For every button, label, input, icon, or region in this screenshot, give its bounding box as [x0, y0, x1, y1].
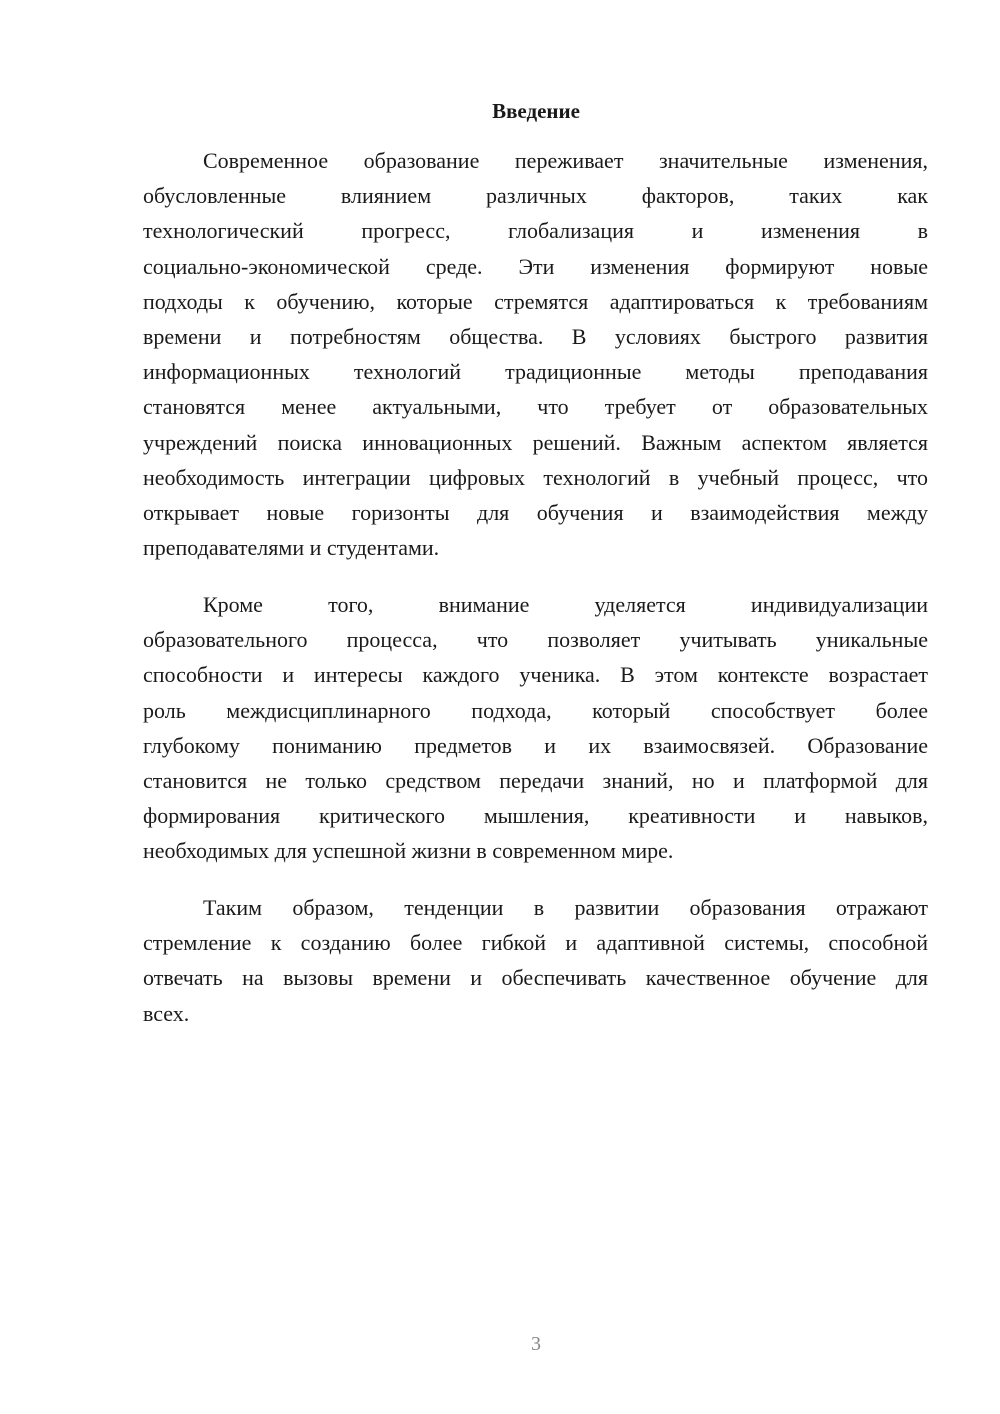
text-line: стремление к созданию более гибкой и адаптивной системы, способной [143, 930, 928, 956]
paragraph-3 [143, 890, 928, 1031]
paragraph-2 [143, 587, 928, 869]
text-line: подходы к обучению, которые стремятся адаптироваться к требованиям [143, 288, 928, 314]
text-line: информационных технологий традиционные методы преподавания [143, 359, 928, 385]
text-line: обусловленные влиянием различных факторов, таких как [143, 183, 928, 209]
text-line: формирования критического мышления, креативности и навыков, [143, 803, 928, 829]
text-line: технологический прогресс, глобализация и изменения в [143, 218, 928, 244]
text-line: всех. [143, 1000, 190, 1026]
text-line: учреждений поиска инновационных решений. Важным аспектом является [143, 429, 928, 455]
text-line: глубокому пониманию предметов и их взаимосвязей. Образование [143, 732, 928, 758]
paragraph-1 [143, 143, 928, 565]
text-line: Кроме того, внимание уделяется индивидуализации [203, 592, 928, 617]
text-line: времени и потребностям общества. В условиях быстрого развития [143, 323, 928, 349]
text-line: необходимых для успешной жизни в современном мире. [143, 838, 674, 864]
text-line: роль междисциплинарного подхода, который способствует более [143, 697, 928, 723]
text-line: отвечать на вызовы времени и обеспечивать качественное обучение для [143, 965, 928, 991]
text-line: преподавателями и студентами. [143, 535, 440, 561]
text-line: становятся менее актуальными, что требует от образовательных [143, 394, 928, 420]
text-line: необходимость интеграции цифровых технологий в учебный процесс, что [143, 464, 928, 490]
text-line: становится не только средством передачи знаний, но и платформой для [143, 767, 928, 793]
page-number: 3 [531, 1333, 541, 1355]
section-title: Введение [492, 99, 580, 123]
text-line: социально-экономической среде. Эти изменения формируют новые [143, 253, 928, 279]
text-line: Современное образование переживает значительные изменения, [203, 148, 928, 173]
text-line: Таким образом, тенденции в развитии образования отражают [203, 895, 928, 920]
text-line: образовательного процесса, что позволяет учитывать уникальные [143, 627, 928, 653]
text-line: способности и интересы каждого ученика. В этом контексте возрастает [143, 662, 928, 688]
text-line: открывает новые горизонты для обучения и взаимодействия между [143, 499, 928, 525]
